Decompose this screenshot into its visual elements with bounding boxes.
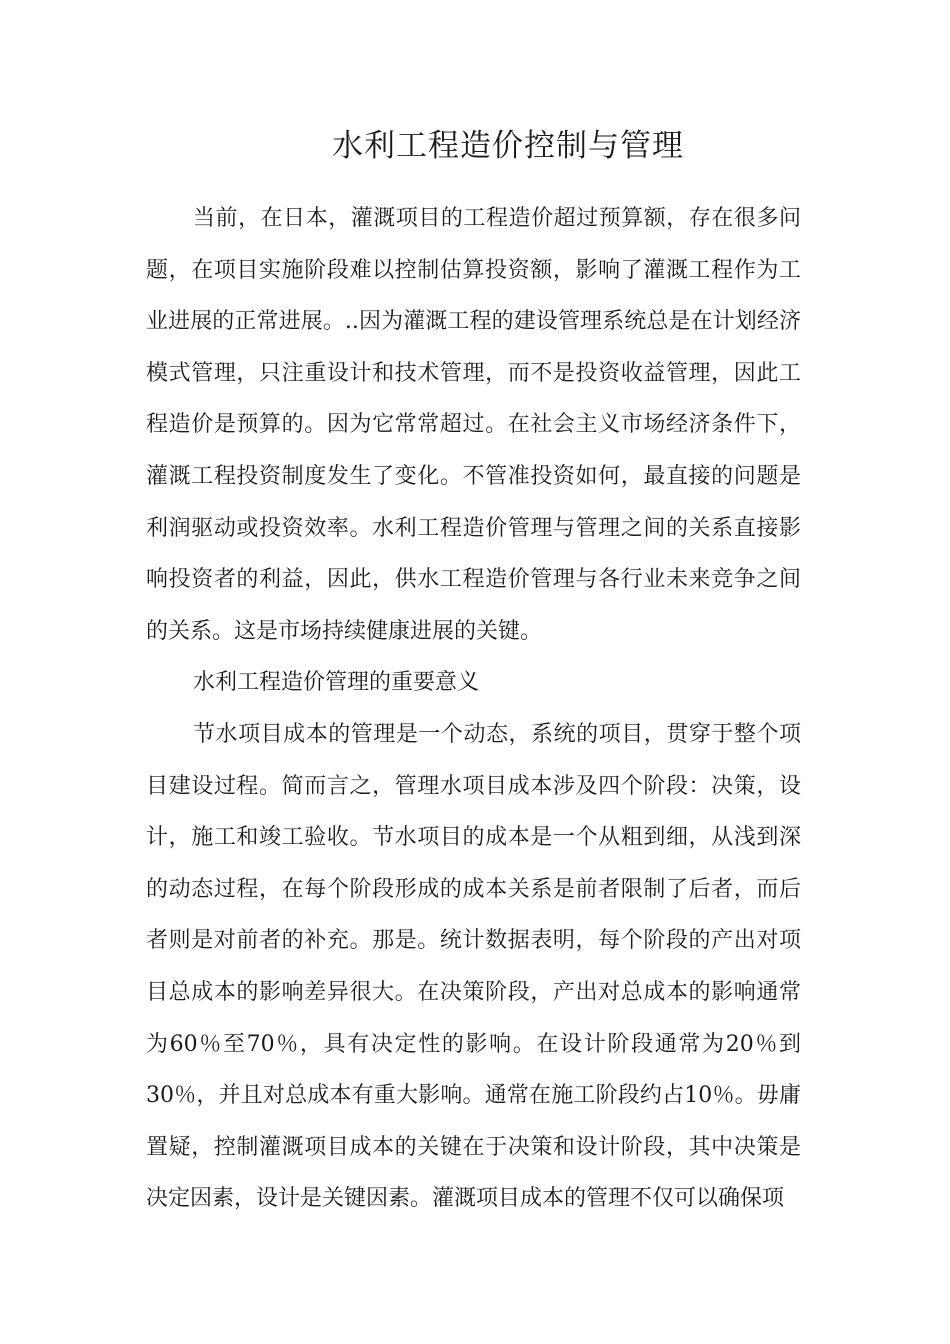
paragraph-intro: 当前，在日本，灌溉项目的工程造价超过预算额，存在很多问题，在项目实施阶段难以控制估算投资额，影响了灌溉工程作为工业进展的正常进展。..因为灌溉工程的建设管理系统总是在计划经济模式管理，只注重设计和技术管理，而不是投资收益管理，因此工程造价是预算的。因为它常常超过。在社会主义市场经济条件下，灌溉工程投资制度发生了变化。不管准投资如何，最直接的问题是利润驱动或投资效率。水利工程造价管理与管理之间的关系直接影响投资者的利益，因此，供水工程造价管理与各行业未来竞争之间的关系。这是市场持续健康进展的关键。 xyxy=(146,206,801,644)
document-body xyxy=(146,193,801,1225)
paragraph-cost-management: 节水项目成本的管理是一个动态，系统的项目，贯穿于整个项目建设过程。简而言之，管理水项目成本涉及四个阶段：决策，设计，施工和竣工验收。节水项目的成本是一个从粗到细，从浅到深的动态过程，在每个阶段形成的成本关系是前者限制了后者，而后者则是对前者的补充。那是。统计数据表明，每个阶段的产出对项目总成本的影响差异很大。在决策阶段，产出对总成本的影响通常为60％至70％，具有决定性的影响。在设计阶段通常为20％到30％，并且对总成本有重大影响。通常在施工阶段约占10％。毋庸置疑，控制灌溉项目成本的关键在于决策和设计阶段，其中决策是决定因素，设计是关键因素。灌溉项目成本的管理不仅可以确保项 xyxy=(146,721,801,1212)
document-title: 水利工程造价控制与管理 xyxy=(332,128,684,164)
section-heading: 水利工程造价管理的重要意义 xyxy=(193,670,480,696)
